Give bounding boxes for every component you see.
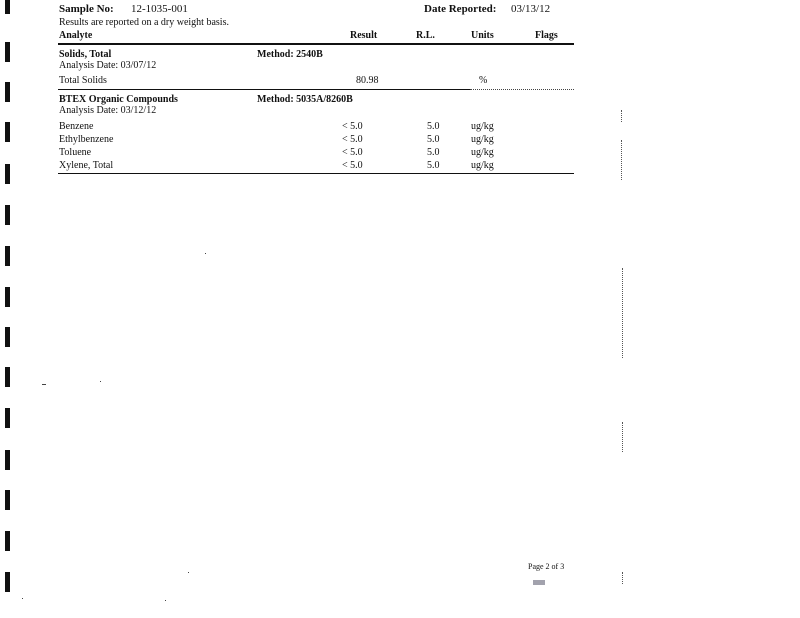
punch-mark (5, 367, 10, 387)
page-number: Page 2 of 3 (528, 562, 565, 571)
row-analyte: Xylene, Total (59, 160, 114, 171)
group-name: Solids, Total (59, 49, 112, 60)
column-rl: R.L. (416, 30, 435, 41)
sample-number: 12-1035-001 (131, 3, 188, 15)
row-rl: 5.0 (427, 160, 440, 171)
row-rl: 5.0 (427, 134, 440, 145)
row-units: % (479, 75, 488, 86)
column-result: Result (350, 30, 378, 41)
punch-mark (5, 531, 10, 551)
punch-mark (5, 82, 10, 102)
punch-mark (5, 0, 10, 14)
punch-mark (5, 42, 10, 62)
row-analyte: Benzene (59, 121, 94, 132)
punch-mark (5, 408, 10, 428)
column-flags: Flags (535, 30, 558, 41)
row-units: ug/kg (471, 147, 494, 158)
scan-speck (42, 384, 46, 385)
punch-mark (5, 246, 10, 266)
row-analyte: Total Solids (59, 75, 107, 86)
column-units: Units (471, 30, 494, 41)
punch-mark (5, 490, 10, 510)
dry-weight-note: Results are reported on a dry weight basis. (59, 17, 229, 28)
group-analysis-date: Analysis Date: 03/12/12 (59, 105, 157, 116)
column-analyte: Analyte (59, 30, 93, 41)
row-rl: 5.0 (427, 121, 440, 132)
punch-mark (5, 287, 10, 307)
group-rule (58, 89, 470, 90)
row-units: ug/kg (471, 121, 494, 132)
group-method: Method: 5035A/8260B (257, 94, 353, 105)
scan-artifact (622, 268, 624, 358)
row-rl: 5.0 (427, 147, 440, 158)
date-reported-value: 03/13/12 (511, 3, 551, 15)
scan-artifact (622, 572, 624, 584)
row-result: < 5.0 (342, 134, 363, 145)
punch-mark (5, 572, 10, 592)
scan-speck (165, 600, 166, 601)
row-analyte: Ethylbenzene (59, 134, 114, 145)
row-result: 80.98 (356, 75, 379, 86)
row-units: ug/kg (471, 160, 494, 171)
group-name: BTEX Organic Compounds (59, 94, 178, 105)
scan-speck (100, 381, 101, 382)
row-result: < 5.0 (342, 160, 363, 171)
punch-mark (5, 122, 10, 142)
scan-stamp (533, 580, 545, 585)
row-result: < 5.0 (342, 147, 363, 158)
sample-label: Sample No: (59, 3, 114, 15)
group-rule-dotted (470, 89, 574, 90)
punch-mark (5, 205, 10, 225)
group-method: Method: 2540B (257, 49, 323, 60)
punch-mark (5, 450, 10, 470)
row-result: < 5.0 (342, 121, 363, 132)
scan-artifact (621, 110, 623, 122)
scan-speck (22, 598, 23, 599)
scan-speck (205, 253, 206, 254)
table-bottom-rule (58, 173, 574, 174)
group-analysis-date: Analysis Date: 03/07/12 (59, 60, 157, 71)
punch-mark (5, 327, 10, 347)
row-analyte: Toluene (59, 147, 92, 158)
punch-mark (5, 164, 10, 184)
header-rule (58, 43, 574, 45)
date-reported-label: Date Reported: (424, 3, 497, 15)
scan-artifact (621, 140, 623, 180)
scan-speck (188, 572, 189, 573)
scan-artifact (622, 422, 624, 452)
row-units: ug/kg (471, 134, 494, 145)
